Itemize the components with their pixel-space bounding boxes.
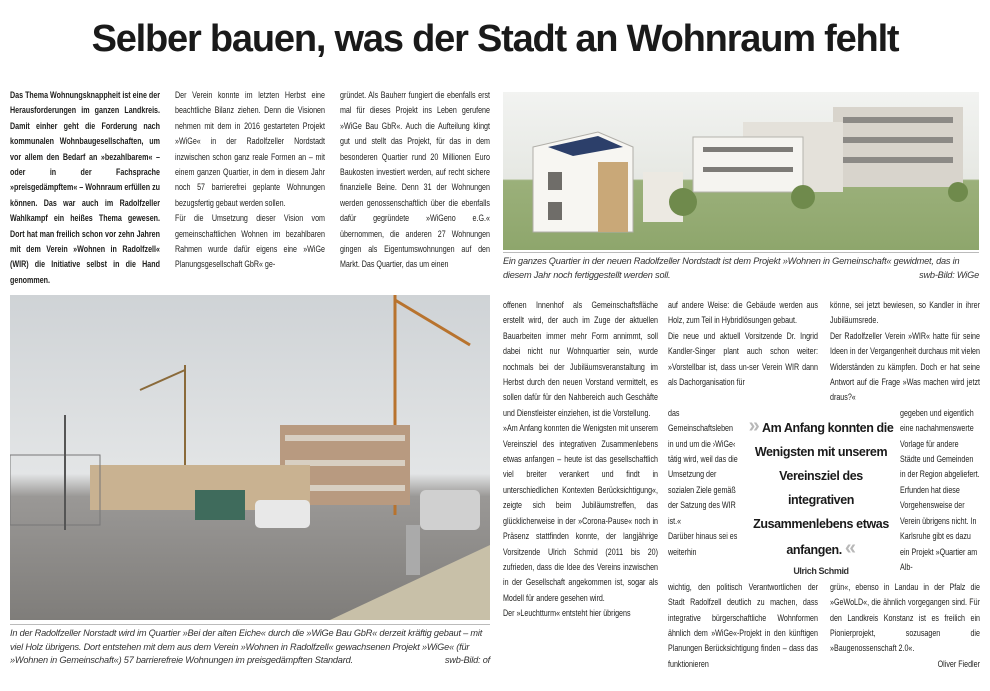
column-5-bottom xyxy=(668,580,818,672)
paragraph: Darüber hinaus sei es weiterhin xyxy=(668,531,738,558)
paragraph: auf andere Weise: die Gebäude werden aus Holz, zum Teil in Hybridlösungen gebaut. xyxy=(668,300,818,327)
paragraph: gegeben und eigentlich eine nachahmenswerte Vorlage für andere Städte und Gemeinden in der Region abgeliefert. xyxy=(900,407,980,481)
column-1 xyxy=(10,88,160,288)
construction-site-photo xyxy=(10,295,490,620)
column-4 xyxy=(503,298,658,622)
paragraph: Der Verein konnte im letzten Herbst eine beachtliche Bilanz ziehen. Denn die Visionen nehmen mit dem in 2016 gestarteten Projekt »WiGe« in der Radolfzeller Nordstadt inzwischen schon ganz reale Formen an – mit einem ganzen Quartier, in dem in diesem Jahr noch 57 barrierefrei geplante Wohnungen bezugsfertig gebaut werden sollen. xyxy=(175,90,325,209)
column-5-bottom-text xyxy=(668,580,818,672)
close-quote-mark-icon: « xyxy=(844,536,856,559)
column-6-narrow xyxy=(900,406,980,580)
headline: Selber bauen, was der Stadt an Wohnraum fehlt xyxy=(91,18,899,60)
paragraph: wichtig, den politisch Verantwortlichen der Stadt Radolfzell deutlich zu machen, dass integrative bürgerschaftliche Wohnformen ähnlich dem »WiGe«-Projekt in den künftigen Planungen Berücksichtigung finden – dass das funktionieren xyxy=(668,581,818,670)
paragraph: grün«, ebenso in Landau in der Pfalz die »GeWoLD«, die ähnlich vorgegangen sind. Für den Landkreis Konstanz ist es freilich ein Pionierprojekt, sozusagen die »Baugenossenschaft 2.0«. xyxy=(830,581,980,655)
quarter-rendering-photo xyxy=(503,92,979,250)
caption-text: Ein ganzes Quartier in der neuen Radolfzeller Nordstadt ist dem Projekt »Wohnen in Gemeinschaft« gewidmet, das in diesem Jahr noch fertiggestellt werden soll. xyxy=(503,256,960,280)
open-quote-mark-icon: » xyxy=(748,414,760,437)
column-2-text xyxy=(175,88,325,273)
pull-quote-author: Ulrich Schmid xyxy=(793,565,849,576)
column-2 xyxy=(175,88,325,273)
paragraph: könne, sei jetzt bewiesen, so Kandler in ihrer Jubiläumsrede. xyxy=(830,300,980,327)
photo-credit: swb-Bild: WiGe xyxy=(919,269,979,280)
paragraph: gründet. Als Bauherr fungiert die ebenfalls erst mal für dieses Projekt ins Leben gerufene »WiGe Bau GbR«. Auch die Aufteilung klingt gut und stellt das Projekt, für das in dem besonderen Quartier rund 20 Millionen Euro Baukosten investiert werden, auf recht sichere finanzielle Beine. Denn 31 der Wohnungen werden genossenschaftlich über die ebenfalls dafür gegründete »WiGeno e.G.« übernommen, die anderen 27 Wohnungen gingen als Eigentumswohnungen auf den Markt. Das Quartier, das um einen xyxy=(340,90,490,271)
paragraph: Für die Umsetzung dieser Vision vom gemeinschaftlichen Wohnen im bezahlbaren Rahmen wurde dafür eigens eine »WiGe Planungsgesellschaft GbR« ge- xyxy=(175,213,325,271)
paragraph: das Gemeinschaftsleben in und um die ›WiGe‹ tätig wird, weil das die Umsetzung der sozialen Ziele gemäß der Satzung des WIR ist.« xyxy=(668,407,738,527)
top-photo-caption xyxy=(503,252,979,282)
photo-credit: swb-Bild: of xyxy=(444,655,490,665)
pull-quote-text: Am Anfang konnten die Wenigsten mit unserem Vereinsziel des integrativen Zusammenlebens etwas anfangen. xyxy=(753,420,894,557)
right-columns-area xyxy=(668,298,980,672)
column-3-text xyxy=(340,88,490,273)
construction-illustration xyxy=(10,295,490,620)
building-illustration xyxy=(503,92,979,250)
column-6-bottom-text xyxy=(830,580,980,672)
paragraph: Der Radolfzeller Verein »WIR« hatte für seine Ideen in der Vergangenheit durchaus mit vielen Widerständen zu kämpfen. Doch er hat seine Antwort auf die Frage »Was machen wird jetzt draus?« xyxy=(830,330,980,404)
column-6-top xyxy=(830,298,980,406)
column-5-narrow-text xyxy=(668,406,740,560)
bottom-photo-caption xyxy=(10,624,490,668)
paragraph: Der »Leuchtturm« entsteht hier übrigens xyxy=(503,608,631,620)
paragraph: »Am Anfang konnten die Wenigsten mit unserem Vereinsziel des integrativen Zusammenlebens etwas anfangen – heute ist das gesellschaftlich viel breiter verankert und findt in unterschiedlichen Kontexten Berücksichtigung«, zeigte sich beim Jubiläumstreffen, das glücklicherweise in der »Corona-Pause« noch in Präsenz stattfinden konnte, der langjährige Vorsitzende Ulrich Schmid (2011 bis 20) zufrieden, dass die Idee des Vereins inzwischen in der Gesellschaft angekommen ist, sogar als Modell für andere gesehen wird. xyxy=(503,423,658,604)
column-5-narrow xyxy=(668,406,740,580)
column-3 xyxy=(340,88,490,273)
column-4-text xyxy=(503,298,658,622)
paragraph: Die neue und aktuell Vorsitzende Dr. Ingrid Kandler-Singer plant auch schon weiter: »Vorstellbar ist, dass un-ser Verein WIR dann als Dachorganisation für xyxy=(668,330,818,389)
author-byline: Oliver Fiedler xyxy=(937,658,980,670)
column-5-top xyxy=(668,298,818,406)
paragraph: offenen Innenhof als Gemeinschaftsfläche erstellt wird, der auch im Zuge der aktuellen Bauarbeiten immer mehr Form annimmt, soll dabei nicht nur Wohnquartier sein, wurde nochmals bei der Jubiläumsveranstaltung im Herbst durch den neuen Vorstand vermittelt, es sollen dafür für den Nahbereich auch Geschäfte und Dienstleister einziehen, ist die Vorstellung. xyxy=(503,300,658,419)
column-6-top-text xyxy=(830,298,980,406)
paragraph: Erfunden hat diese Vorgehensweise der Verein übrigens nicht. In Karlsruhe gibt es dazu ein Projekt »Quartier am Alb- xyxy=(900,484,978,573)
column-6-narrow-text xyxy=(900,406,980,575)
lead-paragraph: Das Thema Wohnungsknappheit ist eine der Herausforderungen im ganzen Landkreis. Damit einher geht die Forderung nach kommunalen Wohnbaugesellschaften, um vor allem den Bedarf an »bezahlbarem« – oder in der Fachsprache »preisgedämpftem« – Wohnraum erfüllen zu können. Das war auch im Radolfzeller Wahlkampf ein heißes Thema gewesen. Dort hat man freilich schon vor zehn Jahren mit dem Verein »Wohnen in Radolfzell« (WIR) die Initiative selbst in die Hand genommen. xyxy=(10,90,160,286)
caption-text: In der Radolfzeller Norstadt wird im Quartier »Bei der alten Eiche« durch die »WiGe Bau GbR« derzeit kräftig gebaut – mit viel Holz übrigens. Dort entstehen mit dem aus dem Verein »Wohnen in Radolfzell« gewachsenen Projekt »WiGe« (für »Wohnen in Gemeinschaft«) 57 barrierefreie Wohnungen im preisgedämpften Standard. xyxy=(10,628,483,665)
column-6-bottom xyxy=(830,580,980,672)
column-1-text xyxy=(10,88,160,288)
column-5-top-text xyxy=(668,298,818,390)
pull-quote xyxy=(740,406,900,580)
